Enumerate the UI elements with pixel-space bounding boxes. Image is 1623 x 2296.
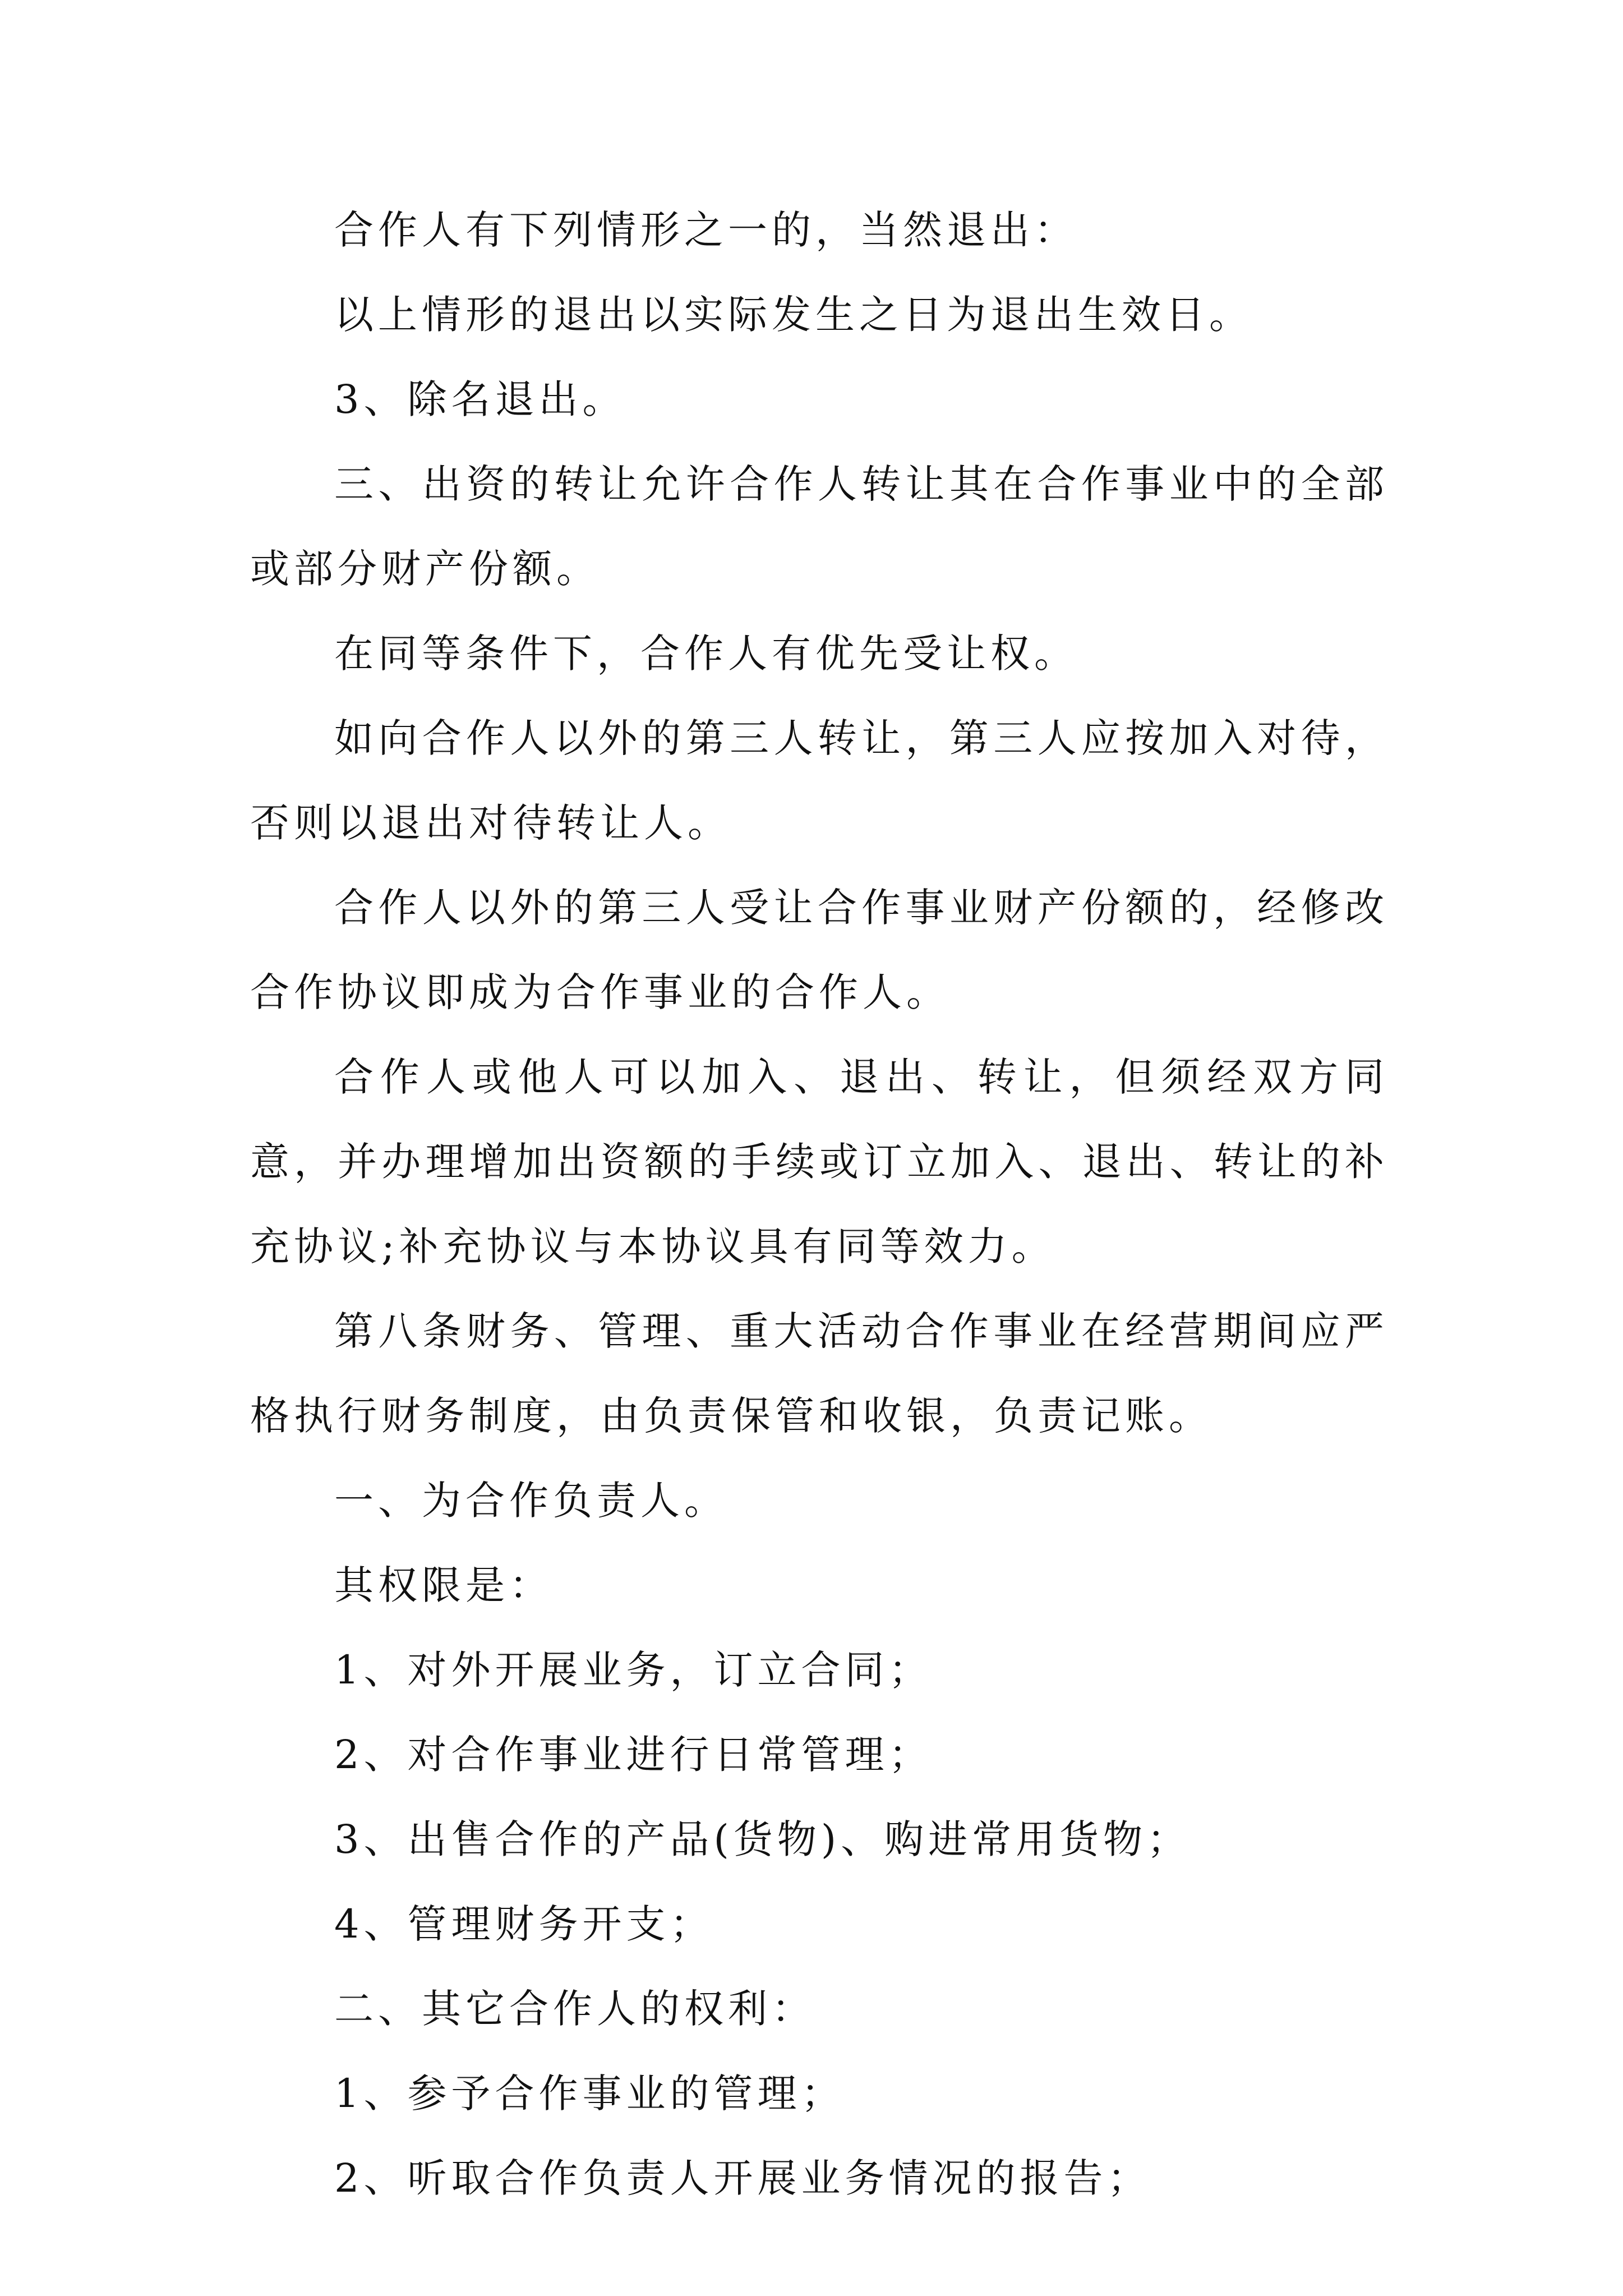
paragraph: 2、对合作事业进行日常管理； xyxy=(334,1732,933,1778)
paragraph: 2、听取合作负责人开展业务情况的报告； xyxy=(334,2155,1151,2201)
paragraph: 4、管理财务开支； xyxy=(334,1901,714,1947)
paragraph: 如向合作人以外的第三人转让，第三人应按加入对待，否则以退出对待转让人。 xyxy=(250,715,1389,846)
paragraph: 其权限是： xyxy=(334,1562,553,1608)
paragraph: 合作人有下列情形之一的，当然退出： xyxy=(334,207,1078,253)
paragraph: 在同等条件下，合作人有优先受让权。 xyxy=(334,631,1078,677)
paragraph: 3、出售合作的产品(货物)、购进常用货物； xyxy=(334,1816,1191,1862)
paragraph: 以上情形的退出以实际发生之日为退出生效日。 xyxy=(334,292,1253,338)
paragraph: 合作人以外的第三人受让合作事业财产份额的，经修改合作协议即成为合作事业的合作人。 xyxy=(250,885,1389,1015)
document-body xyxy=(250,188,1389,2221)
paragraph: 第八条财务、管理、重大活动合作事业在经营期间应严格执行财务制度，由负责保管和收银，负责记账。 xyxy=(250,1308,1389,1439)
paragraph: 1、参予合作事业的管理； xyxy=(334,2070,845,2116)
paragraph: 合作人或他人可以加入、退出、转让，但须经双方同意，并办理增加出资额的手续或订立加入、退出、转让的补充协议;补充协议与本协议具有同等效力。 xyxy=(250,1054,1389,1269)
paragraph: 三、出资的转让允许合作人转让其在合作事业中的全部或部分财产份额。 xyxy=(250,461,1389,592)
paragraph: 3、除名退出。 xyxy=(334,376,626,422)
paragraph: 1、对外开展业务，订立合同； xyxy=(334,1647,933,1693)
paragraph: 二、其它合作人的权利： xyxy=(334,1986,815,2032)
paragraph: 一、为合作负责人。 xyxy=(334,1478,728,1524)
